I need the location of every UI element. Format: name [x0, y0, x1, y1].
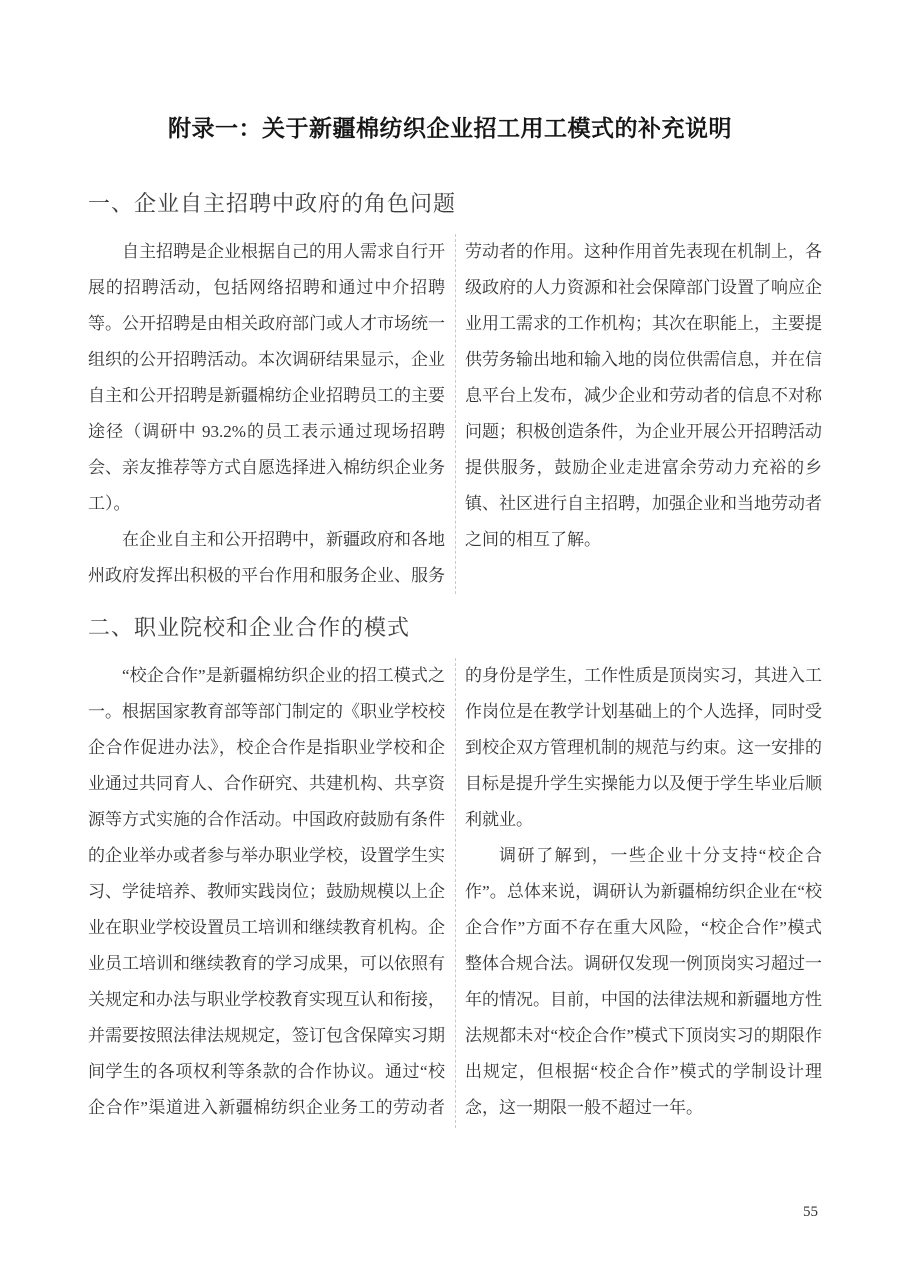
two-column-text-block — [88, 658, 822, 1128]
body-paragraph: “校企合作”是新疆棉纺织企业的招工模式之一。根据国家教育部等部门制定的《职业学校校企合作促进办法》，校企合作是指职业学校和企业通过共同育人、合作研究、共建机构、共享资源等方式实施的合作活动。中国政府鼓励有条件的企业举办或者参与举办职业学校，设置学生实习、学徒培养、教师实践岗位；鼓励规模以上企业在职业学校设置员工培训和继续教育机构。企业员工培训和继续教育的学习成果，可以依照有关规定和办法与职业学校教育实现互认和衔接，并需要按照法律法规规定，签订包含保障实习期间学生的各项权利等条款的合作协议。通过“校企合作”渠道进入新疆棉纺织企业务工的劳动者的身份是学生，工作性质是顶岗实习，其进入工作岗位是在教学计划基础上的个人选择，同时受到校企双方管理机制的规范与约束。这一安排的目标是提升学生实操能力以及便于学生毕业后顺利就业。 — [88, 666, 822, 1117]
section-government-role — [88, 188, 822, 594]
body-paragraph: 自主招聘是企业根据自己的用人需求自行开展的招聘活动，包括网络招聘和通过中介招聘等。公开招聘是由相关政府部门或人才市场统一组织的公开招聘活动。本次调研结果显示，企业自主和公开招聘是新疆棉纺企业招聘员工的主要途径（调研中 93.2%的员工表示通过现场招聘会、亲友推荐等方式自愿选择进入棉纺织企业务工）。 — [88, 242, 445, 513]
document-title: 附录一：关于新疆棉纺织企业招工用工模式的补充说明 — [168, 115, 732, 141]
page-number: 55 — [803, 1204, 818, 1220]
body-paragraph: 调研了解到，一些企业十分支持“校企合作”。总体来说，调研认为新疆棉纺织企业在“校企合作”方面不存在重大风险，“校企合作”模式整体合规合法。调研仅发现一例顶岗实习超过一年的情况。目前，中国的法律法规和新疆地方性法规都未对“校企合作”模式下顶岗实习的期限作出规定，但根据“校企合作”模式的学制设计理念，这一期限一般不超过一年。 — [465, 846, 822, 1117]
body-paragraph: 在企业自主和公开招聘中，新疆政府和各地州政府发挥出积极的平台作用和服务企业、服务劳动者的作用。这种作用首先表现在机制上，各级政府的人力资源和社会保障部门设置了响应企业用工需求的工作机构；其次在职能上，主要提供劳务输出地和输入地的岗位供需信息，并在信息平台上发布，减少企业和劳动者的信息不对称问题；积极创造条件，为企业开展公开招聘活动提供服务，鼓励企业走进富余劳动力充裕的乡镇、社区进行自主招聘，加强企业和当地劳动者之间的相互了解。 — [88, 242, 822, 585]
two-column-text-block — [88, 234, 822, 594]
section-heading: 一、企业自主招聘中政府的角色问题 — [88, 191, 457, 216]
section-heading: 二、职业院校和企业合作的模式 — [88, 615, 411, 640]
section-school-enterprise-cooperation — [88, 612, 822, 1128]
